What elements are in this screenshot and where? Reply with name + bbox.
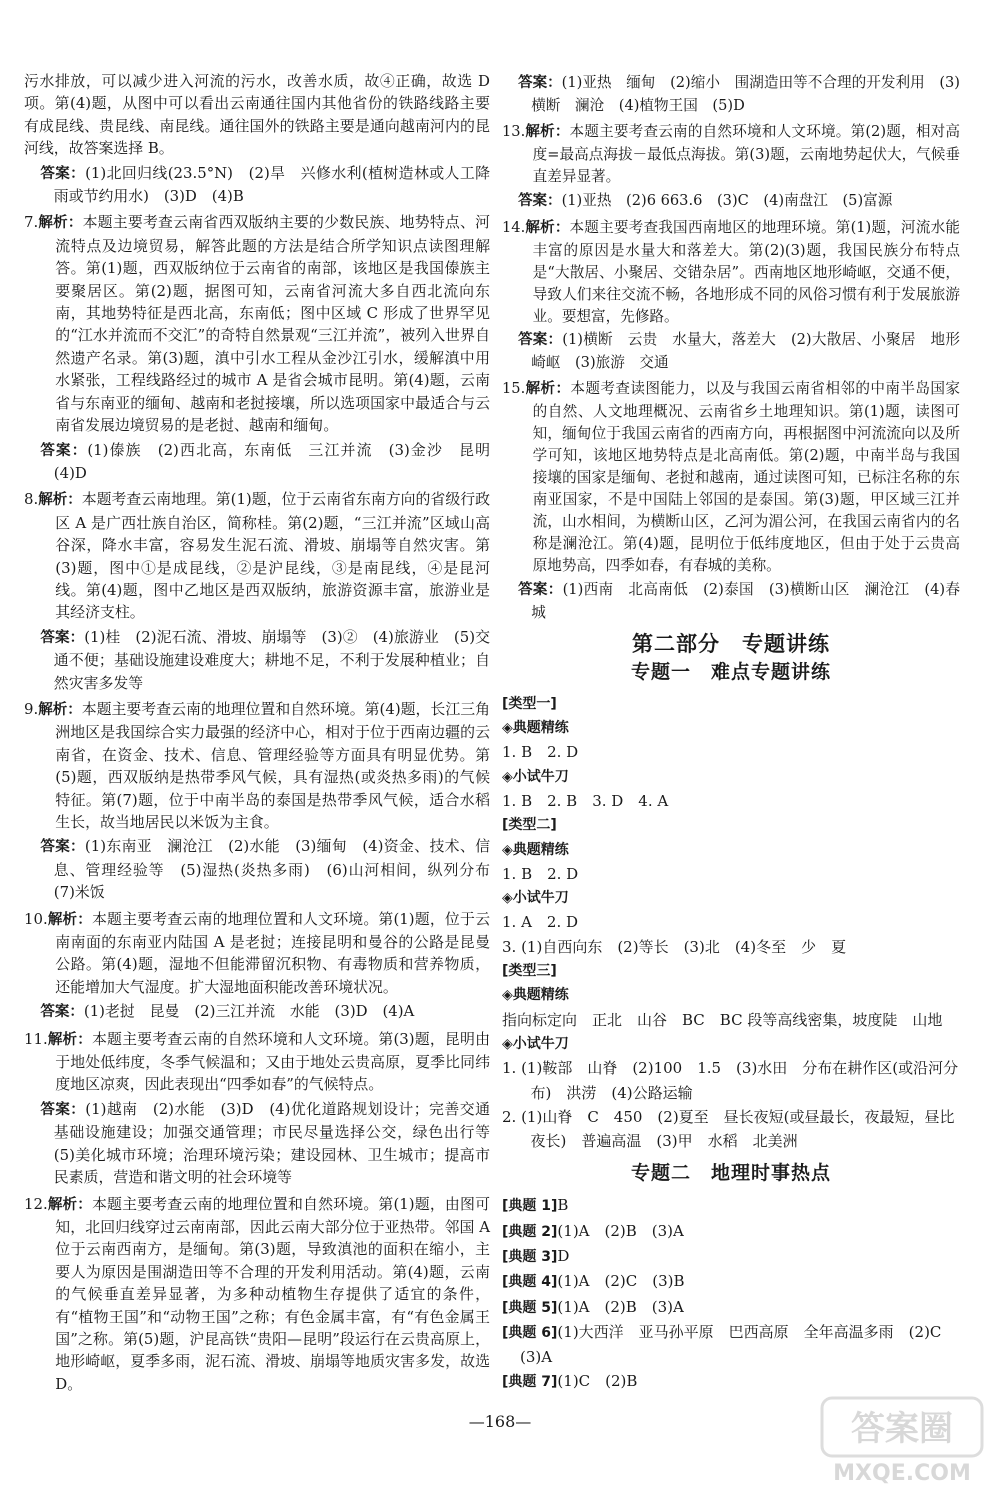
answer-line	[24, 626, 490, 694]
answer-line	[24, 162, 490, 208]
question-number: 7.	[24, 213, 39, 232]
analysis-label: 解析：	[47, 1196, 92, 1213]
topic2-answer: (1)A (2)C (3)B	[557, 1272, 685, 1291]
topic1-list	[502, 692, 960, 1154]
topic1-line: 指向标定向 正北 山谷 BC BC 段等高线密集，坡度陡 山地	[502, 1010, 943, 1029]
analysis-text: 本题主要考查云南的自然环境和人文环境。第(3)题，昆明由于地处低纬度，冬季气候温和；又由于地处云贵高原，夏季比同纬度地区凉爽，因此表现出“四季如春”的气候特点。	[55, 1029, 490, 1094]
topic2-line	[502, 1244, 960, 1269]
answer-label: 答案：	[518, 581, 563, 598]
answer-label: 答案：	[518, 192, 562, 209]
topic1-line: 1. B 2. B 3. D 4. A	[502, 791, 669, 810]
topic1-line: ◈小试牛刀	[502, 890, 569, 907]
topic1-line: 3. (1)自西向东 (2)等长 (3)北 (4)冬至 少 夏	[502, 937, 847, 956]
question-number: 9.	[24, 699, 39, 718]
topic2-answer: (1)A (2)B (3)A	[557, 1221, 684, 1240]
answer-text: (1)西南 北高南低 (2)泰国 (3)横断山区 澜沧江 (4)春城	[531, 580, 960, 621]
answer-text: (1)越南 (2)水能 (3)D (4)优化道路规划设计；完善交通基础设施建设；加强交通管理；市民尽量选择公交，绿色出行等 (5)美化城市环境；治理环境污染；建设园林、卫生城市；提高市民素质，营造和谐文明的社会环境等	[53, 1099, 505, 1187]
topic2-tag: [典题 7]	[502, 1374, 558, 1391]
analysis-label: 解析：	[47, 1031, 92, 1048]
analysis-text: 本题考查读图能力，以及与我国云南省相邻的中南半岛国家的自然、人文地理概况、云南省乡土地理知识。第(1)题，读图可知，缅甸位于我国云南省的西南方向，再根据图中河流流向以及所学可知，该地区地势特点是北高南低。第(2)题，中南半岛与我国接壤的国家是缅甸、老挝和越南，通过读图可知，已标注名称的东南亚国家，不是中国陆上邻国的是泰国。第(3)题，甲区域三江并流，山水相间，为横断山区，乙河为湄公河，在我国云南省内的名称是澜沧江。第(4)题，昆明位于低纬度地区，但由于处于云贵高原地势高，四季如春，有春城的美称。	[532, 380, 960, 575]
question-analysis	[24, 908, 490, 999]
topic2-list	[502, 1193, 960, 1394]
part-title: 第二部分 专题讲练	[632, 631, 830, 656]
answer-label: 答案：	[40, 1101, 86, 1118]
topic2-line	[502, 1269, 960, 1294]
question-analysis	[24, 1193, 490, 1396]
answer-label: 答案：	[518, 332, 563, 349]
answer-line	[502, 72, 960, 117]
topic1-line: ◈典题精练	[502, 987, 569, 1004]
watermark-logo	[818, 1394, 986, 1486]
answer-line	[24, 1000, 490, 1023]
analysis-text: 本题主要考查云南的地理位置和自然环境。第(4)题，长江三角洲地区是我国综合实力最强的经济中心，相对于位于西南边疆的云南省，在资金、技术、信息、管理经验等方面具有明显优势。第(5)题，西双版纳是热带季风气候，具有湿热(或炎热多雨)的气候特征。第(7)题，位于中南半岛的泰国是热带季风气候，适合水稻生长，故当地居民以米饭为主食。	[55, 699, 490, 831]
question-number: 15.	[502, 380, 526, 398]
topic2-line	[502, 1193, 960, 1218]
analysis-text: 本题主要考查云南的地理位置和人文环境。第(1)题，位于云南南面的东南亚内陆国 A 是老挝；连接昆明和曼谷的公路是昆曼公路。第(4)题，湿地不但能滞留沉积物、有毒物质和营养物质，还能增加大气湿度。扩大湿地面积能改善环境状况。	[55, 909, 490, 996]
topic1-title: 专题一 难点专题讲练	[630, 660, 831, 683]
continued-paragraph	[24, 70, 490, 160]
analysis-label: 解析：	[38, 215, 83, 232]
answer-text: (1)东南亚 澜沧江 (2)水能 (3)缅甸 (4)资金、技术、信息、管理经验等 (5)湿热(炎热多雨) (6)山河相间，纵列分布 (7)米饭	[53, 837, 505, 902]
right-column	[502, 70, 960, 1395]
answer-line	[502, 190, 960, 213]
question-number: 10.	[24, 909, 48, 928]
topic2-tag: [典题 1]	[502, 1198, 558, 1215]
analysis-text: 本题考查云南地理。第(1)题，位于云南省东南方向的省级行政区 A 是广西壮族自治区，简称桂。第(2)题，“三江并流”区域山高谷深，降水丰富，容易发生泥石流、滑坡、崩塌等自然灾害。第(3)题，图中①是成昆线，②是沪昆线，③是南昆线，④是昆河线。第(4)题，图中乙地区是西双版纳，旅游资源丰富，旅游业是其经济支柱。	[55, 490, 490, 622]
analysis-label: 解析：	[47, 911, 92, 928]
topic1-line: 1. A 2. D	[502, 913, 579, 932]
answer-text: (1)北回归线(23.5°N) (2)旱 兴修水利(植树造林或人工降雨或节约用水) (3)D (4)B	[53, 163, 491, 206]
topic1-line: ◈小试牛刀	[502, 1035, 569, 1052]
question-analysis	[24, 698, 490, 833]
analysis-text: 本题主要考查云南的自然环境和人文环境。第(2)题，相对高度=最高点海拔－最低点海拔。第(3)题，云南地势起伏大，气候垂直差异显著。	[532, 122, 960, 185]
answer-text: (1)桂 (2)泥石流、滑坡、崩塌等 (3)② (4)旅游业 (5)交通不便；基础设施建设难度大；耕地不足，不利于发展种植业；自然灾害多发等	[53, 627, 491, 692]
answer-line	[24, 439, 505, 485]
analysis-text: 本题主要考查我国西南地区的地理环境。第(1)题，河流水能丰富的原因是水量大和落差大。第(2)(3)题，我国民族分布特点是“大散居、小聚居、交错杂居”。西南地区地形崎岖，交通不便，导致人们来往交流不畅，各地形成不同的风俗习惯有利于发展旅游业。要想富，先修路。	[532, 218, 960, 325]
topic2-answer: (1)大西洋 亚马孙平原 巴西高原 全年高温多雨 (2)C (3)A	[520, 1322, 957, 1367]
question-number: 13.	[502, 122, 526, 140]
topic2-title: 专题二 地理时事热点	[630, 1162, 831, 1185]
question-number: 14.	[502, 218, 526, 236]
topic2-answer: D	[557, 1246, 570, 1265]
answer-label: 答案：	[40, 629, 85, 646]
question-analysis	[502, 378, 960, 577]
analysis-label: 解析：	[525, 219, 570, 236]
topic1-line: 1. (1)鞍部 山脊 (2)100 1.5 (3)水田 分布在耕作区(或沿河分布) 洪涝 (4)公路运输	[502, 1059, 959, 1102]
question-analysis	[24, 488, 490, 623]
answer-line	[502, 579, 960, 624]
question-number: 11.	[24, 1029, 48, 1048]
topic1-line: 1. B 2. D	[502, 864, 579, 883]
left-column	[24, 70, 505, 1395]
topic1-line: ◈典题精练	[502, 720, 569, 737]
question-number: 12.	[24, 1194, 48, 1213]
answer-label: 答案：	[40, 442, 88, 459]
topic1-line: [类型二]	[502, 817, 557, 834]
question-analysis	[24, 1028, 490, 1096]
topic2-line	[502, 1295, 960, 1320]
analysis-label: 解析：	[38, 492, 82, 509]
analysis-label: 解析：	[525, 381, 571, 398]
topic2-line	[502, 1369, 960, 1394]
answer-label: 答案：	[40, 165, 86, 182]
analysis-label: 解析：	[38, 701, 82, 718]
page-number: —168—	[468, 1412, 532, 1431]
answer-text: (1)傣族 (2)西北高，东南低 三江并流 (3)金沙 昆明 (4)D	[53, 440, 505, 482]
topic2-line	[502, 1320, 960, 1370]
answer-label: 答案：	[518, 75, 562, 91]
answer-text: (1)横断 云贵 水量大，落差大 (2)大散居、小聚居 地形崎岖 (3)旅游 交通	[531, 331, 960, 372]
topic1-line: 2. (1)山脊 C 450 (2)夏至 昼长夜短(或昼最长，夜最短，昼比夜长) 普遍高温 (3)甲 水稻 北美洲	[502, 1107, 955, 1151]
topic2-tag: [典题 3]	[502, 1248, 558, 1265]
question-analysis	[24, 211, 490, 436]
question-analysis	[502, 121, 960, 188]
topic2-line	[502, 1219, 960, 1244]
topic2-tag: [典题 5]	[502, 1299, 558, 1316]
right-answer-items	[502, 72, 960, 624]
answer-text: (1)老挝 昆曼 (2)三江并流 水能 (3)D (4)A	[83, 1002, 415, 1021]
analysis-text: 本题主要考查云南的地理位置和自然环境。第(1)题，由图可知，北回归线穿过云南南部，因此云南大部分位于亚热带。邻国 A 位于云南西南方，是缅甸。第(3)题，导致滇池的面积在缩小，主要人为原因是围湖造田等不合理的开发利用活动。第(4)题，云南的气候垂直差异显著，为多种动植物生存提供了适宜的条件，有“植物王国”和“动物王国”之称；有色金属丰富，有“有色金属王国”之称。第(5)题，沪昆高铁“贵阳—昆明”段运行在云贵高原上，地形崎岖，夏季多雨，泥石流、滑坡、崩塌等地质灾害多发，故选 D。	[55, 1194, 490, 1393]
analysis-label: 解析：	[525, 123, 570, 140]
watermark-main: 答案圈	[851, 1409, 953, 1449]
topic1-line: [类型三]	[502, 963, 557, 980]
answer-line	[502, 329, 960, 374]
topic2-tag: [典题 2]	[502, 1223, 558, 1240]
topic2-answer: B	[557, 1196, 569, 1215]
analysis-text: 本题主要考查云南省西双版纳主要的少数民族、地势特点、河流特点及边境贸易，解答此题的方法是结合所学知识点读图理解答。第(1)题，西双版纳位于云南省的南部，该地区是我国傣族主要聚居区。第(2)题，据图可知，云南省河流大多自西北流向东南，其地势特征是西北高，东南低；图中区域 C 形成了世界罕见的“江水并流而不交汇”的奇特自然景观“三江并流”，被列入世界自然遗产名录。第(3)题，滇中引水工程从金沙江引水，缓解滇中用水紧张，工程线路经过的城市 A 是省会城市昆明。第(4)题，云南省与东南亚的缅甸、越南和老挝接壤，所以选项国家中最适合与云南省发展边境贸易的是老挝、越南和缅甸。	[55, 213, 491, 435]
answer-line	[24, 835, 505, 903]
topic2-tag: [典题 4]	[502, 1274, 558, 1291]
answer-label: 答案：	[40, 839, 85, 856]
topic1-line: ◈典题精练	[502, 841, 569, 858]
question-number: 8.	[24, 490, 39, 509]
topic2-answer: (1)C (2)B	[557, 1372, 638, 1391]
topic2-tag: [典题 6]	[502, 1324, 558, 1341]
topic1-line: [类型一]	[502, 695, 557, 712]
answer-text: (1)亚热 (2)6 663.6 (3)C (4)南盘江 (5)富源	[561, 191, 893, 209]
topic1-line: ◈小试牛刀	[502, 768, 569, 785]
topic1-line: 1. B 2. D	[502, 743, 579, 762]
paragraph-text: 污水排放，可以减少进入河流的污水，改善水质，故④正确，故选 D 项。第(4)题，从图中可以看出云南通往国内其他省份的铁路线路主要有成昆线、贵昆线、南昆线。通往国外的铁路主要是通向越南河内的昆河线，故答案选择 B。	[24, 72, 490, 158]
topic2-answer: (1)A (2)B (3)A	[557, 1297, 684, 1316]
question-analysis	[502, 217, 960, 328]
watermark-url: MXQE.COM	[833, 1461, 971, 1486]
answer-label: 答案：	[40, 1004, 84, 1021]
answer-text: (1)亚热 缅甸 (2)缩小 围湖造田等不合理的开发利用 (3)横断 澜沧 (4)植物王国 (5)D	[531, 74, 961, 114]
answer-line	[24, 1098, 505, 1189]
